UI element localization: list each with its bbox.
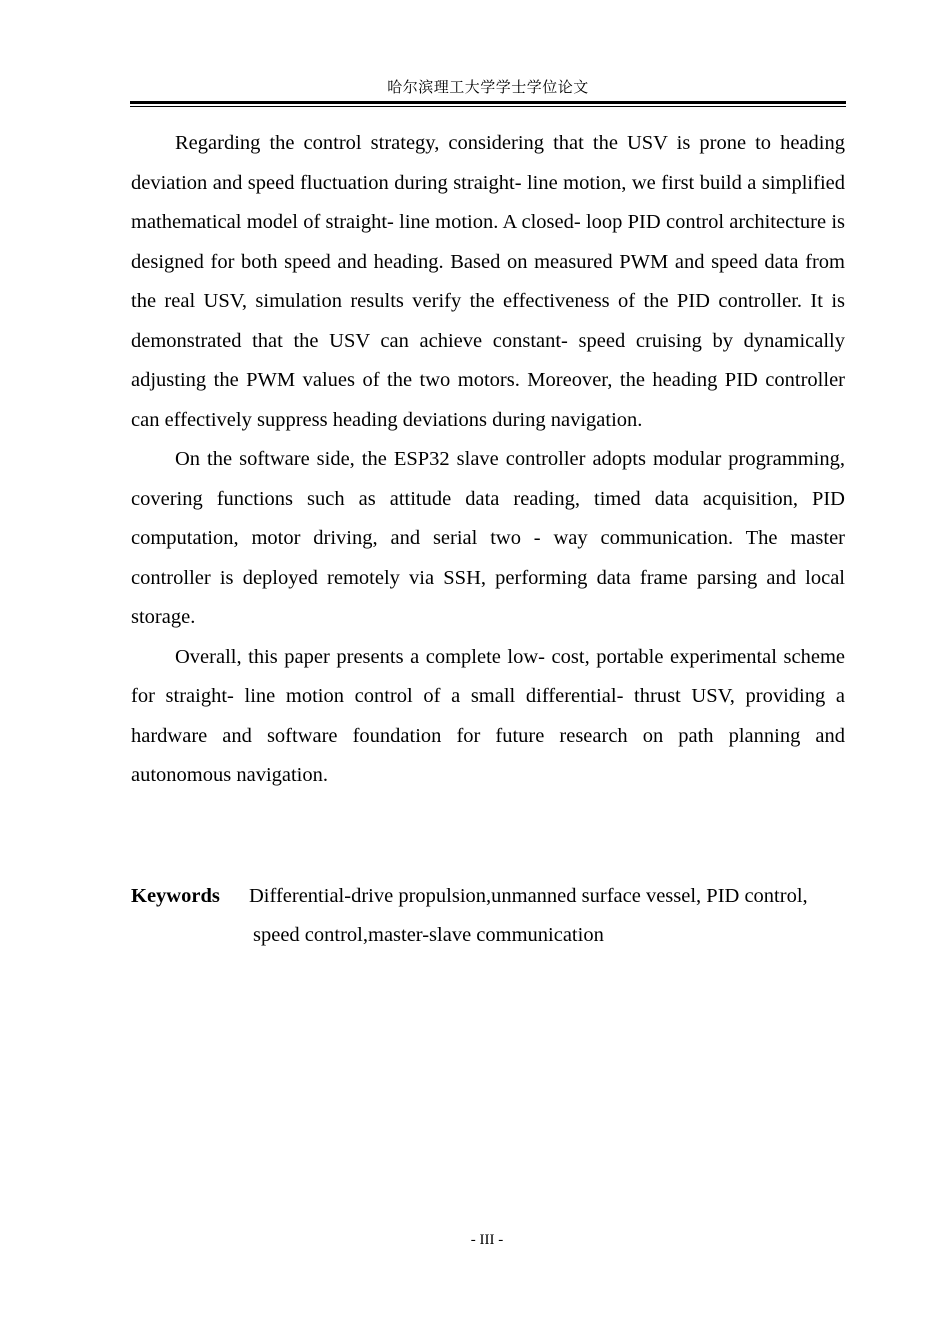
keywords-label: Keywords — [131, 885, 220, 907]
keywords-list — [249, 877, 859, 955]
abstract-paragraph-software: On the software side, the ESP32 slave controller adopts modular programming, covering functions such as attitude data reading, timed data acquisition, PID computation, motor driving, and serial two - way communication. The master controller is deployed remotely via SSH, performing data frame parsing and local storage. — [131, 448, 845, 628]
page-number: - III - — [470, 1232, 504, 1248]
abstract-paragraph-control-strategy: Regarding the control strategy, considering that the USV is prone to heading deviation and speed fluctuation during straight- line motion, we first build a simplified mathematical model of straight- line motion. A closed- loop PID control architecture is designed for both speed and heading. Based on measured PWM and speed data from the real USV, simulation results verify the effectiveness of the PID controller. It is demonstrated that the USV can achieve constant- speed cruising by dynamically adjusting the PWM values of the two motors. Moreover, the heading PID controller can effectively suppress heading deviations during navigation. — [131, 132, 845, 431]
running-header: 哈尔滨理工大学学士学位论文 — [387, 80, 589, 96]
header-rule-thin — [130, 106, 846, 107]
abstract-body — [131, 124, 845, 796]
header-rule-thick — [130, 101, 846, 104]
keywords-line-2: speed control,master-slave communication — [253, 924, 604, 946]
abstract-paragraph-overall: Overall, this paper presents a complete low- cost, portable experimental scheme for straight- line motion control of a small differential- thrust USV, providing a hardware and software foundation for future research on path planning and autonomous navigation. — [131, 645, 845, 786]
keywords-line-1: Differential-drive propulsion,unmanned surface vessel, PID control, — [249, 885, 808, 907]
